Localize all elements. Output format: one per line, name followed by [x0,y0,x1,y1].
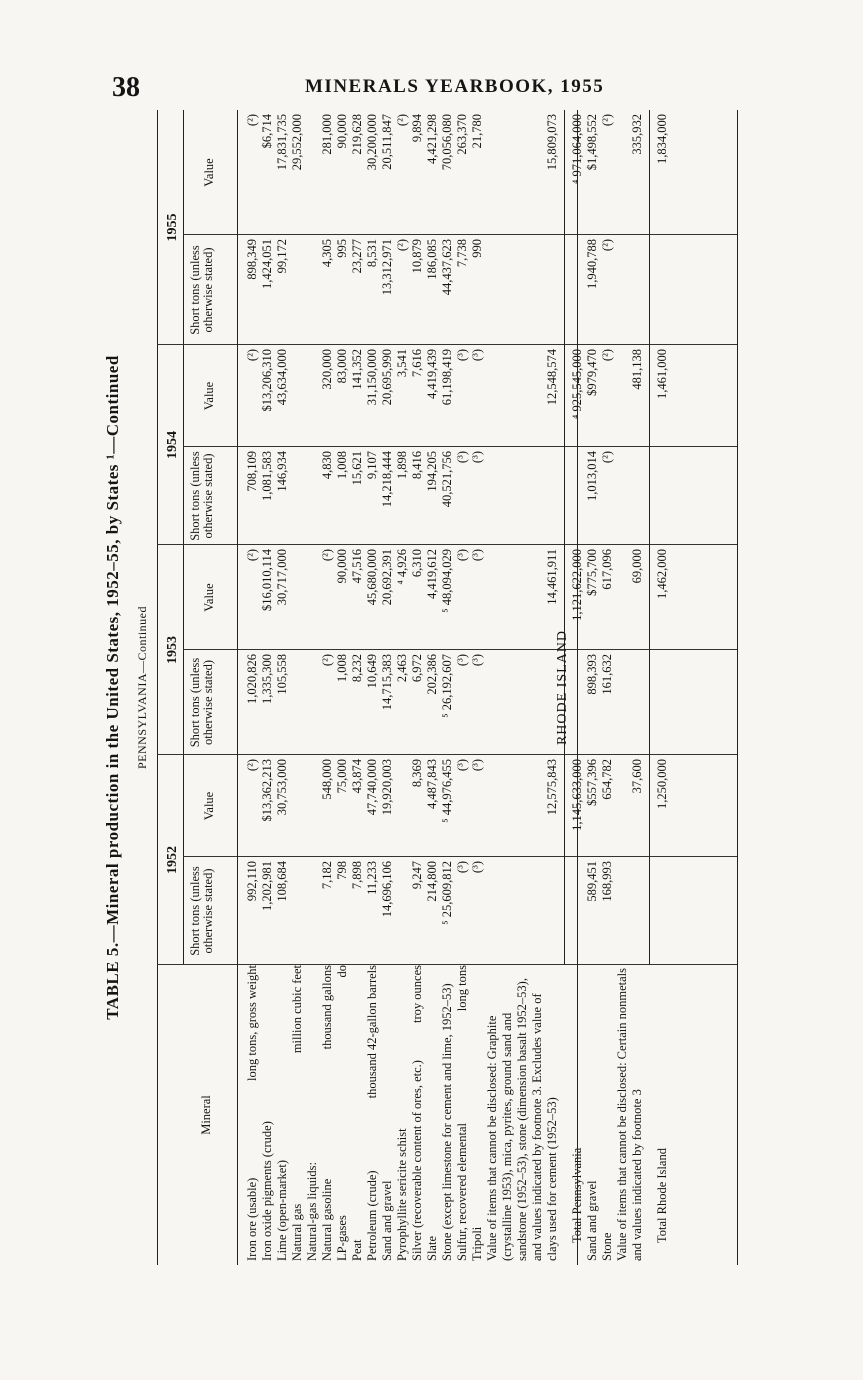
short-tons-cell: 214,800 [425,861,439,902]
header-value: Value [202,158,216,187]
table-row [260,110,275,1265]
mineral-label: Natural-gas liquids: [305,1162,319,1261]
value-cell: (³) [455,759,469,772]
short-tons-cell: 14,715,383 [380,654,394,711]
mineral-name [320,965,335,1261]
value-cell: 20,692,391 [380,549,394,606]
value-cell: 8,369 [410,759,424,788]
short-tons-cell: ⁵ 26,192,607 [440,654,454,718]
mineral-unit: long tons, gross weight [245,965,260,1085]
running-title: MINERALS YEARBOOK, 1955 [305,76,605,97]
short-tons-cell: 898,349 [245,239,259,280]
short-tons-cell: 9,247 [410,861,424,890]
short-tons-cell: 6,972 [410,654,424,683]
value-cell: 37,600 [630,759,644,794]
mineral-unit: troy ounces [410,965,425,1027]
value-cell: $979,470 [585,349,599,396]
short-tons-cell: 23,277 [350,239,364,274]
rotated-table-page [105,110,755,1265]
year-header-1955: 1955 [165,213,180,242]
mineral-name [260,965,275,1261]
short-tons-cell: 4,830 [320,451,334,480]
value-cell: (²) [245,759,259,772]
table-row [335,110,350,1265]
value-cell: $1,498,552 [585,114,599,171]
short-tons-cell: 44,437,623 [440,239,454,296]
value-cell: 335,932 [630,114,644,155]
mineral-name [245,965,260,1261]
table-row [395,110,410,1265]
value-cell: 30,717,000 [275,549,289,606]
table-row [440,110,455,1265]
short-tons-cell: 990 [470,239,484,258]
mineral-label: Pyrophyllite sericite schist [395,1128,409,1261]
short-tons-cell: 1,424,051 [260,239,274,289]
mineral-name [335,965,350,1261]
value-cell: 1,462,000 [655,549,669,599]
short-tons-cell: 1,202,981 [260,861,274,911]
table-row [425,110,440,1265]
value-cell: 30,200,000 [365,114,379,171]
value-cell: 654,782 [600,759,614,800]
value-cell: 1,121,622,000 [570,549,584,621]
header-short-tons: Short tons (unless otherwise stated) [188,451,215,541]
short-tons-cell: 11,233 [365,861,379,895]
short-tons-cell: (³) [455,861,469,874]
header-mineral: Mineral [199,1095,213,1135]
short-tons-cell: 9,107 [365,451,379,480]
mineral-name [470,965,485,1261]
value-cell: 617,096 [600,549,614,590]
mineral-unit: million cubic feet [290,965,305,1057]
value-cell: ⁵ 44,976,455 [440,759,454,823]
value-cell: 43,634,000 [275,349,289,406]
header-bottom-rule [237,110,238,1265]
short-tons-cell: 1,013,014 [585,451,599,501]
value-cell: 45,680,000 [365,549,379,606]
short-tons-cell: 99,172 [275,239,289,274]
value-cell: 15,809,073 [545,114,559,171]
value-cell: 20,511,847 [380,114,394,170]
year-rule [183,110,184,965]
short-tons-cell: 10,649 [365,654,379,689]
mineral-name [655,947,670,1261]
value-cell: 219,628 [350,114,364,155]
short-tons-cell: (²) [600,451,614,464]
value-cell: (²) [245,549,259,562]
header-value: Value [202,583,216,612]
short-tons-cell: 108,684 [275,861,289,902]
value-cell: (³) [470,349,484,362]
short-tons-cell: 7,898 [350,861,364,890]
short-tons-cell: 194,205 [425,451,439,492]
mineral-label: Total Rhode Island [655,1148,669,1243]
value-cell: 263,370 [455,114,469,155]
total-row [655,110,670,1265]
value-cell: (²) [320,549,334,562]
short-tons-cell: 14,696,106 [380,861,394,918]
mineral-name [290,965,305,1261]
table-row [470,110,485,1265]
value-cell: ⁴ 971,064,000 [570,114,584,184]
short-tons-cell: 1,081,583 [260,451,274,501]
short-tons-cell: (³) [455,451,469,464]
mineral-name [365,965,380,1261]
value-cell: (²) [600,349,614,362]
mineral-name [455,965,470,1261]
value-cell: 281,000 [320,114,334,155]
value-cell: 70,056,080 [440,114,454,171]
value-cell: (²) [395,114,409,127]
mineral-unit: do [335,965,350,982]
value-cell: 19,920,003 [380,759,394,816]
value-cell: 47,516 [350,549,364,584]
table-row [290,110,305,1265]
short-tons-cell: (²) [320,654,334,667]
year-header-1952: 1952 [165,846,180,874]
value-cell: 20,695,990 [380,349,394,406]
short-tons-cell: 8,416 [410,451,424,480]
short-tons-cell: 1,008 [335,451,349,480]
mineral-name [395,965,410,1261]
table-row [245,110,260,1265]
header-short-tons: Short tons (unless otherwise stated) [188,245,215,335]
table-row [275,110,290,1265]
short-tons-cell: 13,312,971 [380,239,394,296]
mineral-name [380,965,395,1261]
short-tons-cell: (²) [395,239,409,252]
mineral-name [600,965,615,1261]
value-cell: 83,000 [335,349,349,384]
mineral-unit: long tons [455,965,470,1015]
value-cell: 29,552,000 [290,114,304,171]
value-cell: (³) [455,349,469,362]
value-cell: (²) [245,349,259,362]
mineral-label: Sand and gravel [380,1180,394,1261]
page-number: 38 [112,72,140,103]
mineral-unit: thousand gallons [320,965,335,1053]
value-cell: 90,000 [335,549,349,584]
mineral-label: LP-gases [335,1215,349,1261]
short-tons-cell: 2,463 [395,654,409,683]
short-tons-cell: (³) [470,861,484,874]
table-row [305,110,320,1265]
value-cell: 43,874 [350,759,364,794]
mineral-name [425,965,440,1261]
mineral-name [615,965,645,1261]
value-cell: 4,487,843 [425,759,439,809]
mineral-label: Silver (recoverable content of ores, etc.) [410,1060,424,1261]
value-cell: 21,780 [470,114,484,149]
mineral-label: Sand and gravel [585,1180,599,1261]
short-tons-cell: 168,993 [600,861,614,902]
short-tons-cell: (³) [470,451,484,464]
mineral-label: Slate [425,1236,439,1261]
mineral-name [275,965,290,1261]
mineral-name [440,965,455,1261]
value-cell: (³) [470,759,484,772]
short-tons-cell: 202,386 [425,654,439,695]
table-row [600,110,615,1265]
short-tons-cell: 161,632 [600,654,614,695]
mineral-label: Value of items that cannot be disclosed: Certain nonmetals and values indicated by footnote 3 [615,968,644,1261]
mineral-label: Tripoli [470,1226,484,1261]
value-cell: $16,010,114 [260,549,274,612]
short-tons-cell: (²) [600,239,614,252]
value-cell: 90,000 [335,114,349,149]
short-tons-cell: 589,451 [585,861,599,902]
value-cell: 4,419,612 [425,549,439,599]
table-top-rule [157,110,158,1265]
header-value: Value [202,791,216,821]
value-cell: 7,616 [410,349,424,378]
short-tons-cell: 1,898 [395,451,409,480]
mineral-name [350,965,365,1261]
value-cell: 1,145,633,000 [570,759,584,831]
short-tons-cell: 7,738 [455,239,469,268]
year-header-1953: 1953 [165,636,180,664]
mineral-unit: thousand 42-gallon barrels [365,965,380,1102]
value-cell: 75,000 [335,759,349,794]
value-cell: $775,700 [585,549,599,596]
mineral-label: Lime (open-market) [275,1160,289,1261]
table-row [380,110,395,1265]
value-cell: 17,831,735 [275,114,289,171]
value-cell: 548,000 [320,759,334,800]
mineral-label: Iron oxide pigments (crude) [260,1121,274,1261]
value-cell: 14,461,911 [545,549,559,605]
value-cell: 4,419,439 [425,349,439,399]
year-header-1954: 1954 [165,431,180,459]
value-cell: 1,834,000 [655,114,669,164]
short-tons-cell: 995 [335,239,349,258]
short-tons-cell: 708,109 [245,451,259,492]
short-tons-cell: 8,531 [365,239,379,268]
value-cell: 61,198,419 [440,349,454,406]
value-cell: 31,150,000 [365,349,379,406]
table-row [320,110,335,1265]
table-row [485,110,560,1265]
value-cell: (²) [600,114,614,127]
short-tons-cell: 1,335,300 [260,654,274,704]
subtotal-rule [649,110,650,965]
mineral-label: Petroleum (crude) [365,1170,379,1261]
mineral-name [410,965,425,1261]
value-cell: 1,250,000 [655,759,669,809]
mineral-name [305,965,320,1261]
short-tons-cell: (³) [470,654,484,667]
header-short-tons: Short tons (unless otherwise stated) [188,657,215,748]
mineral-label: Natural gasoline [320,1178,334,1261]
header-short-tons: Short tons (unless otherwise stated) [188,866,215,956]
value-cell: $13,206,310 [260,349,274,412]
value-cell: ⁵ 48,094,029 [440,549,454,613]
value-cell: ⁴ 925,545,000 [570,349,584,419]
short-tons-cell: 1,940,788 [585,239,599,289]
short-tons-cell: 186,085 [425,239,439,280]
table-row [365,110,380,1265]
value-cell: 69,000 [630,549,644,584]
value-cell: 12,575,843 [545,759,559,816]
value-cell: (²) [245,114,259,127]
value-cell: 12,548,574 [545,349,559,406]
value-cell: 9,894 [410,114,424,143]
short-tons-cell: 146,934 [275,451,289,492]
short-tons-cell: 14,218,444 [380,451,394,508]
page-header [0,0,863,110]
table-row [455,110,470,1265]
value-cell: 1,461,000 [655,349,669,399]
mineral-label: Natural gas [290,1203,304,1261]
table-title: TABLE 5.—Mineral production in the United States, 1952–55, by States ¹—Continued [103,355,122,1020]
mineral-label: Peat [350,1239,364,1261]
value-cell: 320,000 [320,349,334,390]
value-cell: 30,753,000 [275,759,289,816]
short-tons-cell: 992,110 [245,861,259,902]
short-tons-cell: 15,621 [350,451,364,486]
value-cell: ⁴ 4,926 [395,549,409,585]
value-cell: $6,714 [260,114,274,149]
short-tons-cell: 7,182 [320,861,334,890]
mineral-label: Stone (except limestone for cement and lime, 1952–53) [440,983,454,1261]
mineral-label: Sulfur, recovered elemental [455,1123,469,1261]
value-cell: (³) [455,549,469,562]
value-cell: (³) [470,549,484,562]
table-row [410,110,425,1265]
table-row [350,110,365,1265]
value-cell: 47,740,000 [365,759,379,816]
short-tons-cell: 1,008 [335,654,349,683]
mineral-name [585,965,600,1261]
short-tons-cell: 10,879 [410,239,424,274]
short-tons-cell: ⁵ 25,609,812 [440,861,454,925]
short-tons-cell: 898,393 [585,654,599,695]
value-cell: 6,310 [410,549,424,578]
table-row [585,110,600,1265]
short-tons-cell: 8,232 [350,654,364,683]
value-cell: 141,352 [350,349,364,390]
mineral-label: Stone [600,1232,614,1261]
header-value: Value [202,381,216,411]
value-cell: 481,138 [630,349,644,390]
short-tons-cell: 798 [335,861,349,880]
mineral-name [485,965,560,1261]
table-bottom-rule [737,110,738,1265]
section-caption-rhode-island: RHODE ISLAND [555,629,570,746]
mineral-label: Iron ore (usable) [245,1177,259,1261]
value-cell: 3,541 [395,349,409,378]
short-tons-cell: 40,521,756 [440,451,454,508]
section-rule [577,110,578,1265]
short-tons-cell: 105,558 [275,654,289,695]
short-tons-cell: 1,020,826 [245,654,259,704]
table-row [615,110,645,1265]
value-cell: $557,396 [585,759,599,806]
value-cell: $13,362,213 [260,759,274,822]
mineral-label: Total Pennsylvania [570,1147,584,1243]
mineral-label: Value of items that cannot be disclosed: Graphite (crystalline 1953), mica, pyrites, ground sand and sandstone (1952–53), stone (dimension basalt 1952–53), and values indicated by footnote 3. Excludes value of clays used for cement (1952–53) [485,978,559,1261]
value-cell: 4,421,298 [425,114,439,164]
section-caption-pennsylvania: PENNSYLVANIA—Continued [135,606,149,770]
short-tons-cell: 4,305 [320,239,334,268]
short-tons-cell: (³) [455,654,469,667]
